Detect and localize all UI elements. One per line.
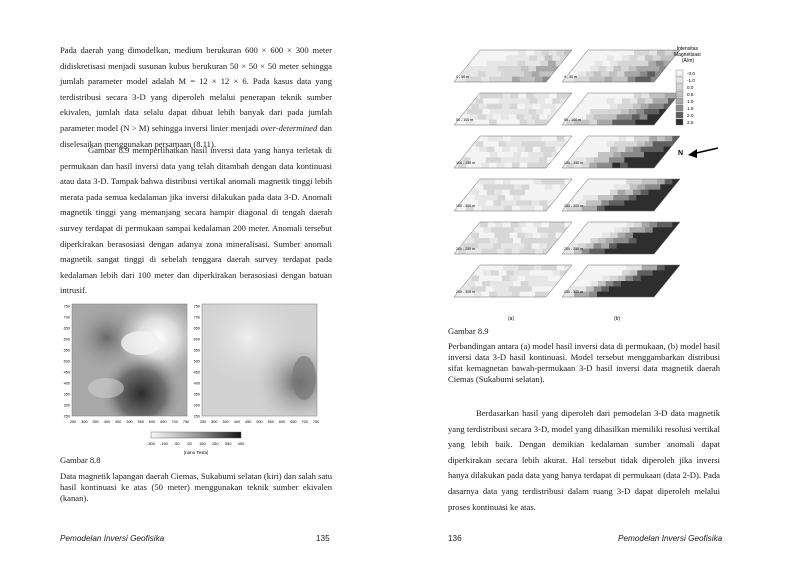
figure-8-9-caption: Perbandingan antara (a) model hasil inversi data di permukaan, (b) model hasil inversi data 3-D hasil kontinuasi. Model tersebut menggambarkan distribusi sifat kemagnetan bawah-permukaan 3-D hasil inversi data magnetik daerah Ciemas (Sukabumi selatan). [448, 341, 720, 384]
legend-swatch [676, 105, 683, 111]
x-tick-label: 500 [256, 420, 263, 424]
y-tick-label: 550 [193, 348, 200, 353]
x-tick-label: 700 [301, 420, 308, 424]
page-number-left: 135 [316, 534, 330, 543]
color-scale [147, 432, 245, 455]
y-tick-label: 600 [63, 337, 70, 342]
depth-slice [562, 136, 684, 169]
legend-value: 1.0 [687, 98, 694, 104]
depth-label: 0 - 50 m [564, 75, 578, 79]
page-number-right: 136 [448, 534, 462, 543]
y-tick-label: 250 [63, 414, 70, 419]
x-tick-label: 500 [126, 420, 133, 424]
legend-value: 2.0 [687, 112, 694, 118]
x-tick-label: 250 [199, 420, 207, 424]
depth-label: 150 - 200 m [456, 204, 476, 208]
figure-8-9 [450, 40, 750, 322]
svg-text:N: N [678, 150, 684, 157]
legend-swatch [676, 119, 683, 125]
y-axis-ticks-left [64, 305, 70, 419]
y-tick-label: 600 [193, 337, 200, 342]
legend-value: 0.5 [687, 91, 694, 97]
figure-8-8 [46, 298, 336, 458]
x-tick-label: 350 [92, 420, 99, 424]
x-tick-label: 750 [312, 420, 320, 424]
label-b: (b) [614, 316, 621, 322]
scale-tick-label: 450 [237, 441, 245, 446]
depth-label: 200 - 250 m [456, 247, 476, 251]
depth-label: 100 - 150 m [456, 161, 476, 165]
x-tick-label: 400 [233, 420, 241, 424]
x-tick-label: 300 [81, 420, 88, 424]
figure-8-8-caption: Data magnetik lapangan daerah Ciemas, Sukabumi selatan (kiri) dan salah satu hasil kontinuasi ke atas (50 meter) menggunakan teknik sumber ekivalen (kanan). [60, 471, 332, 503]
legend-title-line2: Magnetisasi [673, 52, 701, 58]
depth-slice [454, 93, 573, 126]
depth-slice [562, 93, 681, 126]
continuation-map [202, 304, 317, 416]
legend-value: -1.0 [687, 77, 695, 83]
legend-swatch [676, 91, 683, 97]
depth-slice [454, 265, 573, 298]
depth-label: 50 - 100 m [564, 118, 582, 122]
legend-title-line3: (A/m) [681, 58, 695, 64]
x-tick-label: 550 [137, 420, 144, 424]
depth-label: 0 - 50 m [456, 75, 470, 79]
legend-swatch [676, 84, 683, 90]
legend-value: -3.0 [687, 70, 695, 76]
depth-slice [454, 50, 573, 83]
x-tick-label: 250 [69, 420, 77, 424]
scale-tick-label: 50 [187, 441, 192, 446]
y-tick-label: 450 [193, 370, 200, 375]
y-tick-label: 250 [193, 414, 200, 419]
scale-label: (nano Tesla) [183, 450, 209, 455]
x-tick-label: 600 [148, 420, 156, 424]
depth-slice [562, 265, 681, 298]
y-tick-label: 700 [63, 315, 70, 320]
x-tick-label: 750 [182, 420, 190, 424]
y-tick-label: 750 [193, 304, 200, 309]
depth-label: 250 - 300 m [456, 290, 476, 294]
scale-tick-label: 350 [224, 441, 232, 446]
legend-value: 0.0 [687, 84, 694, 90]
depth-label: 150 - 200 m [564, 204, 584, 208]
paragraph-1: Pada daerah yang dimodelkan, medium berukuran 600 × 600 × 300 meter didiskretisasi menjadi susunan kubus berukuran 50 × 50 × 50 meter sehingga jumlah parameter model adalah M = 12 × 12 × 6. Pada kasus data yang terdistribusi secara 3-D yang diperoleh melalui penerapan teknik sumber ekivalen, jumlah data selalu dapat dibuat lebih banyak dari pada jumlah parameter model (N > M) sehingga inversi linier menjadi over-determined dan diselesaikan menggunakan persamaan (8.11). [60, 45, 332, 149]
x-tick-label: 450 [115, 420, 122, 424]
scale-tick-label: -150 [159, 441, 168, 446]
figure-8-8-title: Gambar 8.8 [60, 455, 101, 465]
x-axis-ticks-left [70, 420, 189, 424]
scale-tick-label: 150 [199, 441, 206, 446]
y-tick-label: 400 [193, 381, 200, 386]
x-tick-label: 600 [278, 420, 286, 424]
depth-slice [454, 179, 573, 212]
x-tick-label: 550 [267, 420, 274, 424]
y-tick-label: 350 [63, 392, 70, 397]
footer-left: Pemodelan Inversi Geofisika [60, 534, 165, 543]
x-tick-label: 350 [222, 420, 229, 424]
slices-column-a [454, 50, 573, 298]
magnetization-legend [674, 46, 702, 125]
x-axis-ticks-right [200, 420, 319, 424]
x-tick-label: 650 [160, 420, 167, 424]
paragraph-3: Berdasarkan hasil yang diperoleh dari pemodelan 3-D data magnetik yang terdistribusi secara 3-D, model yang dihasilkan memiliki resolusi vertikal yang lebih baik. Dengan demikian kedalaman sumber anomali dapat diperkirakan secara lebih akurat. Hal tersebut tidak diperoleh jika inversi hanya dilakukan pada data yang hanya terdapat di permukaan (data 2-D). Pada dasarnya data yang terdistribusi dalam ruang 3-D dapat diperoleh melalui proses kontinuasi ke atas. [448, 408, 720, 512]
legend-swatch [676, 98, 683, 104]
y-tick-label: 750 [63, 304, 70, 309]
figure-8-9-title: Gambar 8.9 [448, 326, 489, 336]
depth-label: 200 - 250 m [564, 247, 584, 251]
depth-label: 100 - 150 m [564, 161, 584, 165]
y-tick-label: 400 [63, 381, 70, 386]
scale-tick-label: -50 [173, 441, 180, 446]
x-tick-label: 650 [290, 420, 297, 424]
y-tick-label: 300 [63, 403, 70, 408]
y-tick-label: 350 [193, 392, 200, 397]
depth-slice [562, 50, 681, 83]
depth-label: 50 - 100 m [456, 118, 474, 122]
depth-label: 250 - 300 m [564, 290, 584, 294]
svg-text:Intensitas Magnetisasi [674, 46, 702, 64]
y-tick-label: 650 [193, 326, 200, 331]
legend-swatch [676, 112, 683, 118]
y-tick-label: 300 [193, 403, 200, 408]
label-a: (a) [508, 316, 515, 322]
y-axis-ticks-right [194, 305, 200, 419]
legend-value: 1.5 [687, 105, 694, 111]
depth-slice [454, 222, 573, 255]
x-tick-label: 450 [245, 420, 252, 424]
y-tick-label: 550 [63, 348, 70, 353]
legend-swatch [676, 70, 683, 76]
depth-slice [454, 136, 573, 169]
y-tick-label: 650 [63, 326, 70, 331]
scale-tick-label: 250 [211, 441, 219, 446]
slices-column-b [562, 50, 684, 298]
footer-right: Pemodelan Inversi Geofisika [618, 534, 723, 543]
x-tick-label: 400 [103, 420, 111, 424]
x-tick-label: 300 [211, 420, 218, 424]
y-tick-label: 500 [193, 359, 200, 364]
legend-swatch [676, 77, 683, 83]
scale-tick-label: -300 [146, 441, 156, 446]
y-tick-label: 450 [63, 370, 70, 375]
north-arrow [678, 148, 718, 158]
legend-title-line1: Intensitas [676, 46, 699, 52]
field-data-map [72, 304, 187, 416]
right-page [400, 0, 800, 565]
depth-slice [562, 179, 681, 212]
paragraph-2: Gambar 8.9 memperlihatkan hasil inversi data yang hanya terletak di permukaan dan hasil inversi data yang telah ditambah dengan data kontinuasi atau data 3-D. Tampak bahwa distribusi vertikal anomali magnetik tinggi lebih merata pada semua kedalaman jika inversi dilakukan pada data 3-D. Anomali magnetik tinggi yang memanjang secara hampir diagonal di tengah daerah survey terdapat di permukaan sampai kedalaman 200 meter. Anomali tersebut diperkirakan berasosiasi dengan adanya zona mineralisasi. Sumber anomali magnetik sangat tinggi di sebelah tenggara daerah survey terdapat pada kedalaman lebih dari 100 meter dan diperkirakan berasosiasi dengan batuan intrusif. [60, 145, 332, 296]
y-tick-label: 500 [63, 359, 70, 364]
legend-value: 2.5 [687, 119, 694, 125]
depth-slice [562, 222, 681, 255]
x-tick-label: 700 [171, 420, 178, 424]
y-tick-label: 700 [193, 315, 200, 320]
